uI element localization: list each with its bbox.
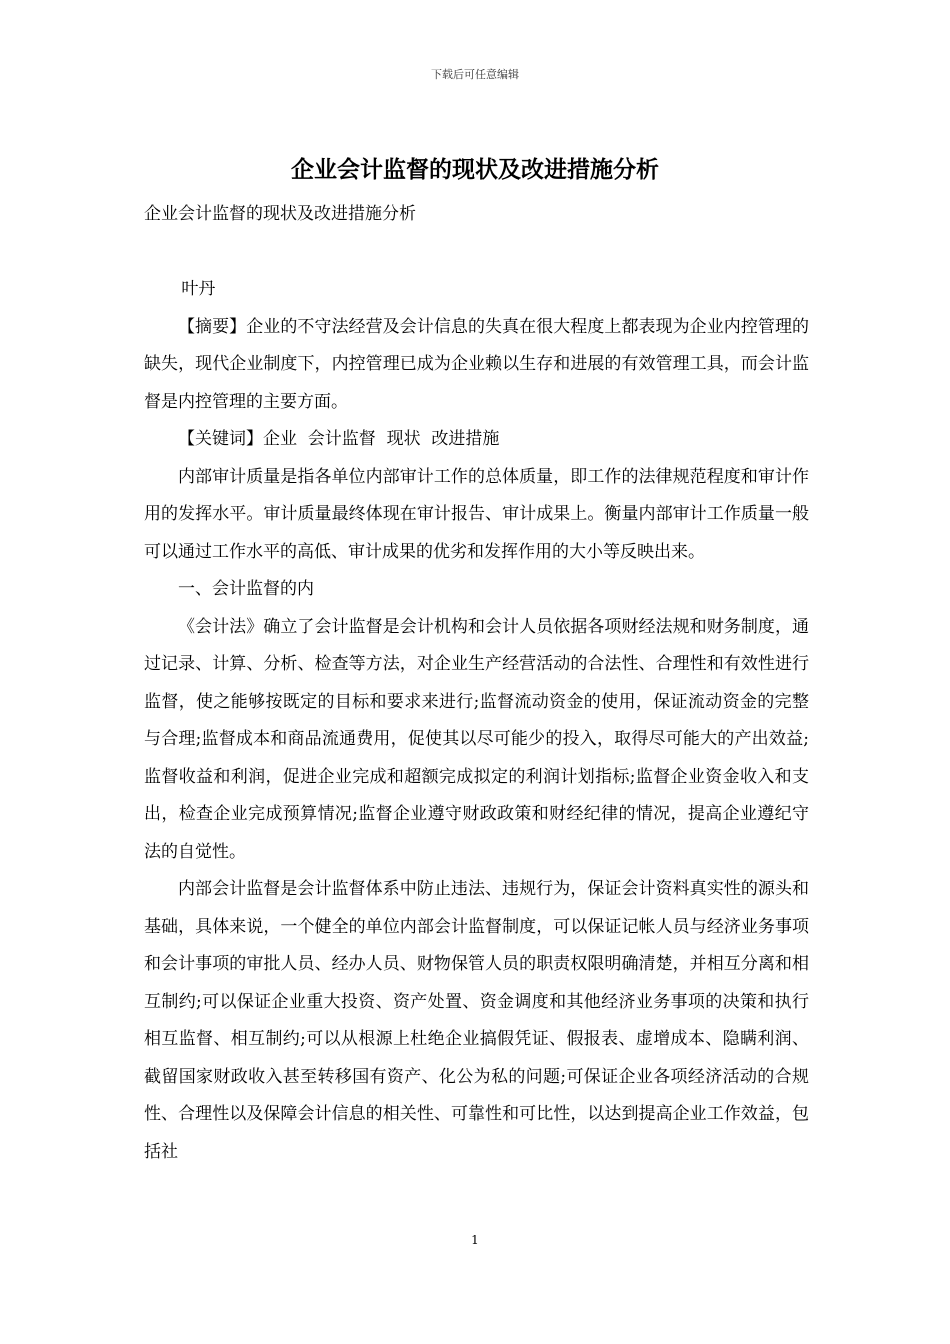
blank-line — [144, 234, 809, 272]
page-header-note: 下载后可任意编辑 — [431, 68, 519, 81]
subtitle: 企业会计监督的现状及改进措施分析 — [144, 204, 416, 224]
document-title: 企业会计监督的现状及改进措施分析 — [291, 156, 659, 183]
keywords-line: 【关键词】企业 会计监督 现状 改进措施 — [178, 429, 500, 449]
author-name: 叶丹 — [181, 279, 216, 299]
document-body — [144, 196, 809, 1171]
body-paragraph: 《会计法》确立了会计监督是会计机构和会计人员依据各项财经法规和财务制度，通过记录、计算、分析、检查等方法，对企业生产经营活动的合法性、合理性和有效性进行监督，使之能够按既定的目标和要求来进行;监督流动资金的使用，保证流动资金的完整与合理;监督成本和商品流通费用，促使其以尽可能少的投入，取得尽可能大的产出效益;监督收益和利润，促进企业完成和超额完成拟定的利润计划指标;监督企业资金收入和支出，检查企业完成预算情况;监督企业遵守财政政策和财经纪律的情况，提高企业遵纪守法的自觉性。 — [144, 616, 809, 862]
page-number: 1 — [471, 1233, 479, 1247]
body-paragraph: 内部审计质量是指各单位内部审计工作的总体质量，即工作的法律规范程度和审计作用的发挥水平。审计质量最终体现在审计报告、审计成果上。衡量内部审计工作质量一般可以通过工作水平的高低、审计成果的优劣和发挥作用的大小等反映出来。 — [144, 466, 809, 562]
section-heading: 一、会计监督的内 — [178, 579, 314, 599]
abstract-paragraph: 【摘要】企业的不守法经营及会计信息的失真在很大程度上都表现为企业内控管理的缺失，现代企业制度下，内控管理已成为企业赖以生存和进展的有效管理工具，而会计监督是内控管理的主要方面。 — [144, 316, 809, 412]
body-paragraph: 内部会计监督是会计监督体系中防止违法、违规行为，保证会计资料真实性的源头和基础，具体来说，一个健全的单位内部会计监督制度，可以保证记帐人员与经济业务事项和会计事项的审批人员、经办人员、财物保管人员的职责权限明确清楚，并相互分离和相互制约;可以保证企业重大投资、资产处置、资金调度和其他经济业务事项的决策和执行相互监督、相互制约;可以从根源上杜绝企业搞假凭证、假报表、虚增成本、隐瞒利润、截留国家财政收入甚至转移国有资产、化公为私的问题;可保证企业各项经济活动的合规性、合理性以及保障会计信息的相关性、可靠性和可比性，以达到提高企业工作效益，包括社 — [144, 879, 809, 1162]
